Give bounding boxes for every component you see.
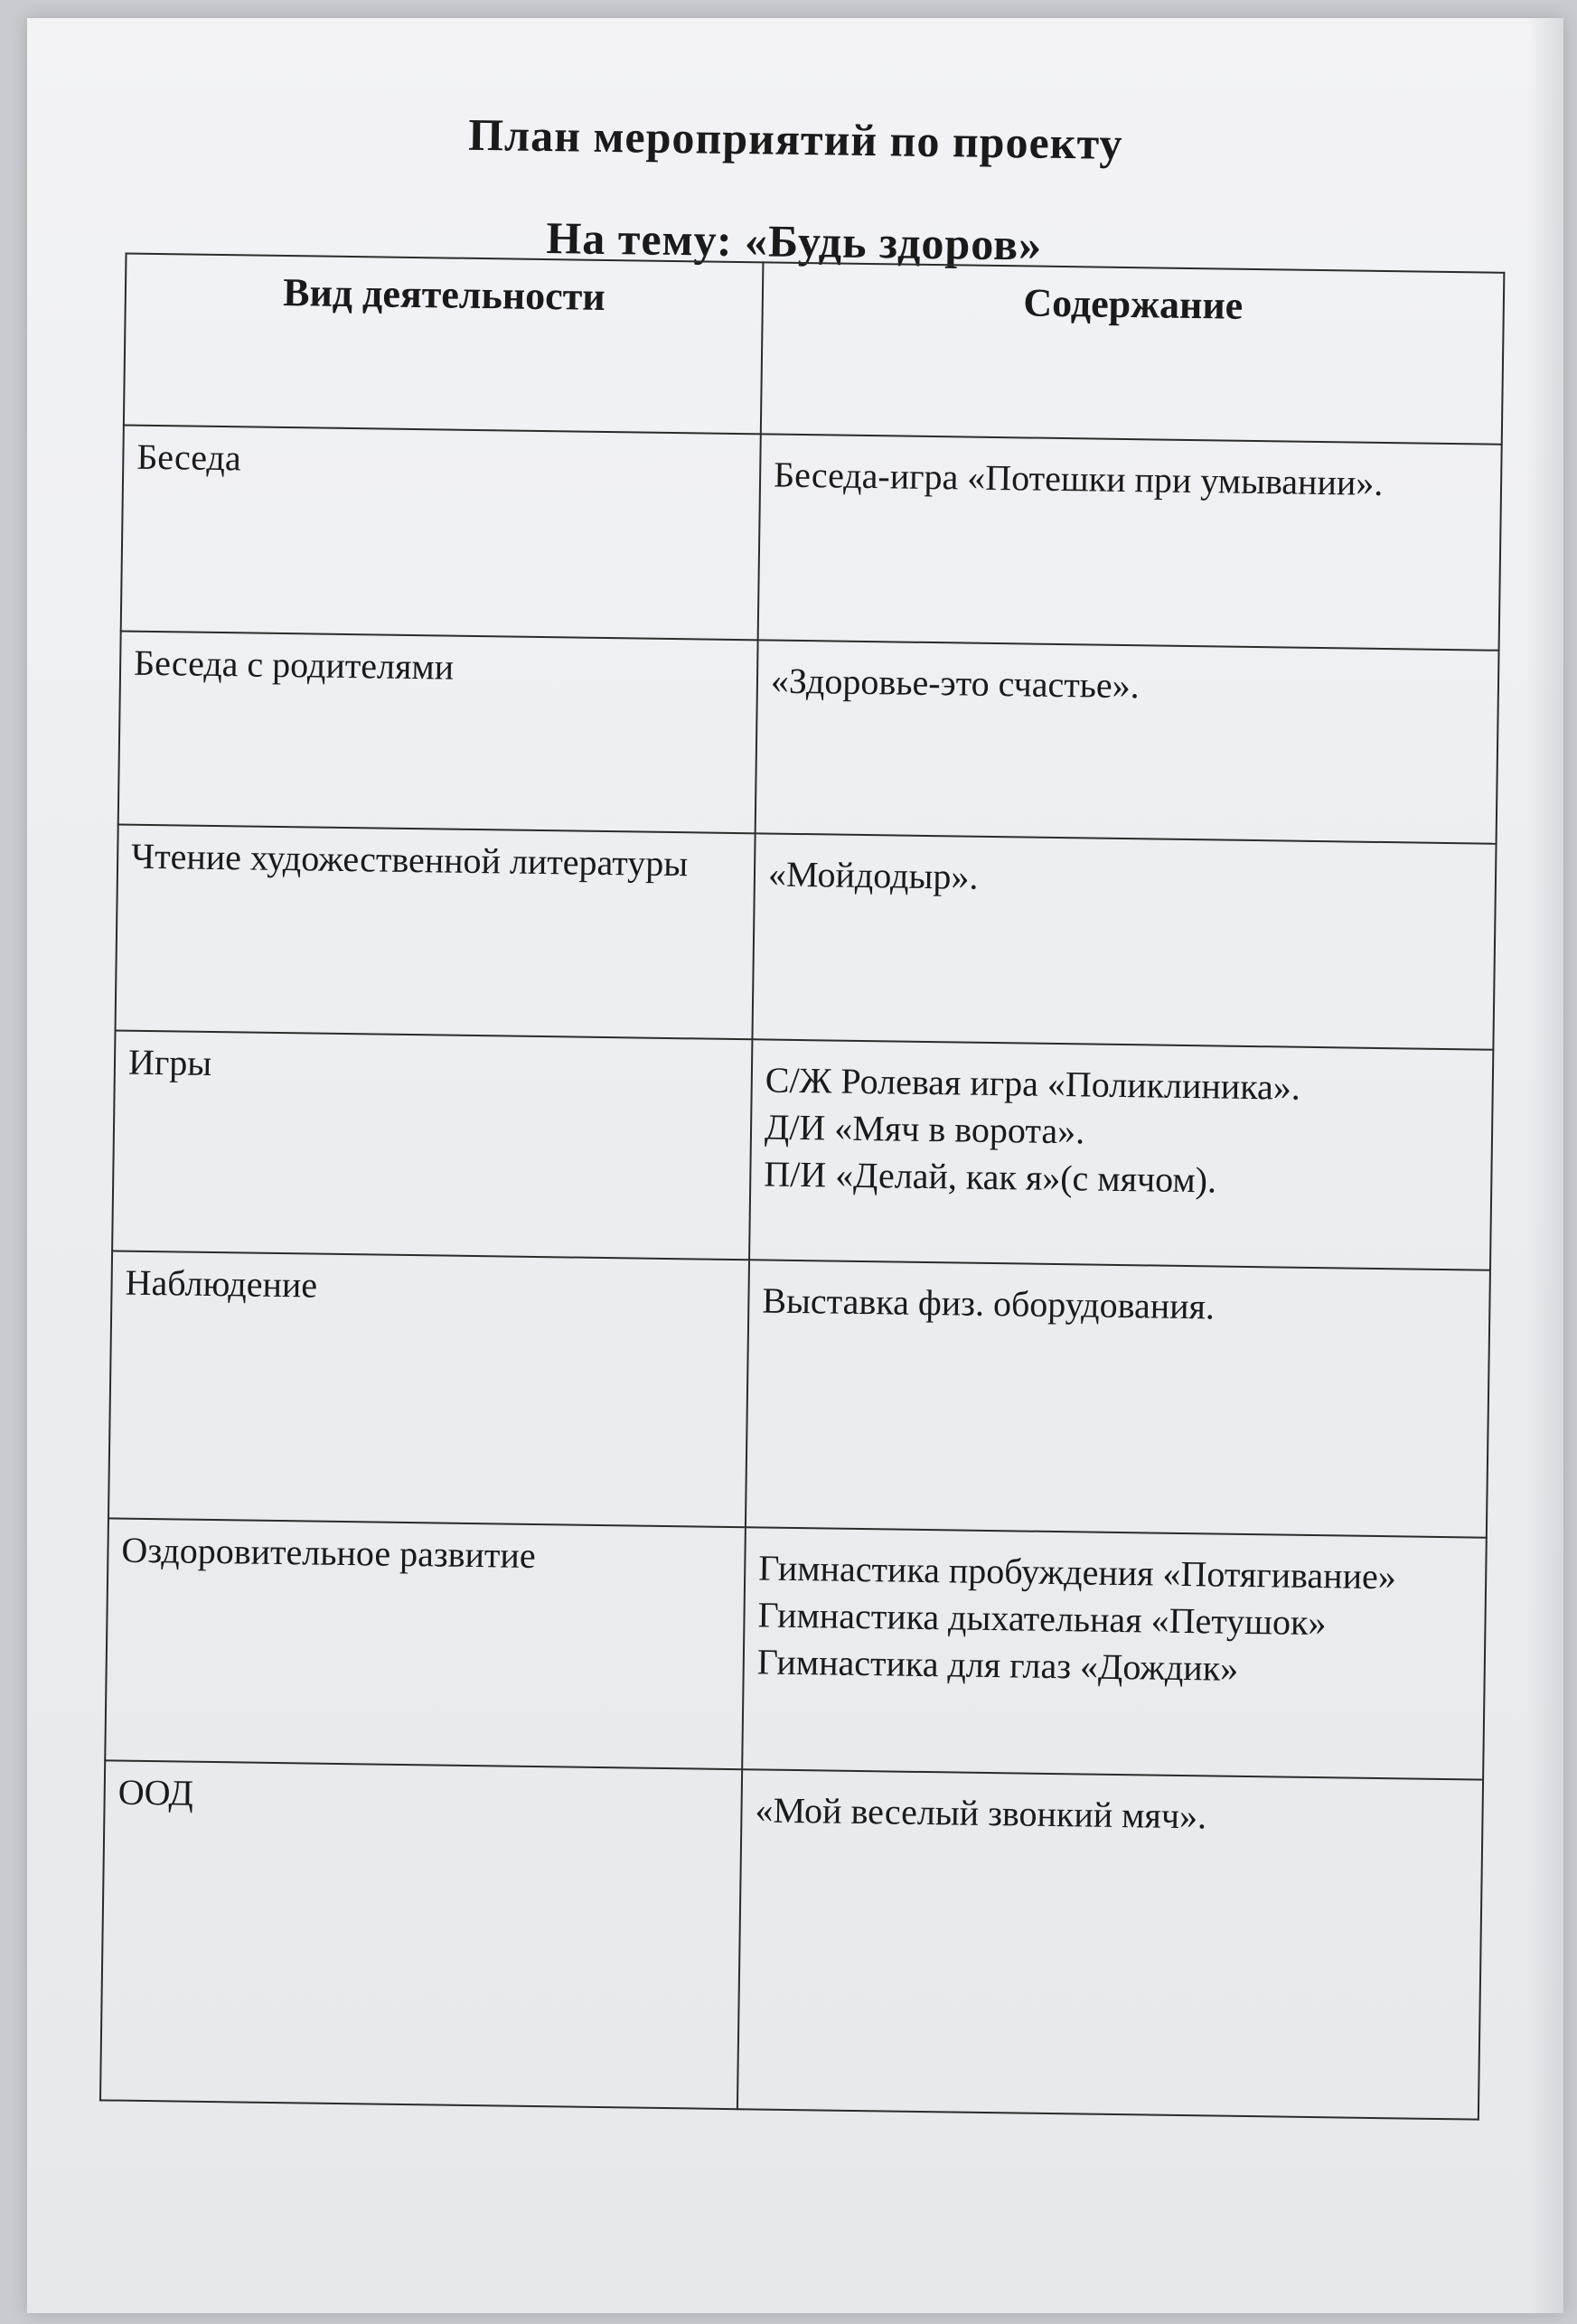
activity-cell: ООД <box>100 1760 742 2109</box>
content-line: «Здоровье-это счастье». <box>770 660 1141 707</box>
table-row <box>118 631 1499 843</box>
table-row <box>121 426 1502 651</box>
document-subtitle: На тему: «Будь здоров» <box>546 212 1043 270</box>
table-row <box>100 1760 1483 2119</box>
document-content <box>0 7 1565 2323</box>
content-cell <box>756 640 1499 843</box>
content-cell <box>742 1527 1487 1779</box>
activity-cell: Чтение художественной литературы <box>116 824 756 1039</box>
header-activity-type: Вид деятельности <box>124 254 764 435</box>
table-header-row <box>124 254 1505 445</box>
content-line: С/Ж Ролевая игра «Поликлиника». <box>765 1059 1301 1108</box>
content-cell <box>758 434 1502 650</box>
content-line: Гимнастика пробуждения «Потягивание» <box>757 1547 1397 1598</box>
table-row <box>116 824 1497 1049</box>
content-line: «Мой веселый звонкий мяч». <box>755 1789 1207 1837</box>
document-sheet <box>27 18 1563 2313</box>
content-cell <box>737 1769 1483 2119</box>
content-cell <box>749 1039 1493 1270</box>
content-line: Д/И «Мяч в ворота». <box>764 1106 1085 1152</box>
content-line: «Мойдодыр». <box>767 853 979 897</box>
content-cell <box>746 1260 1490 1537</box>
content-cell <box>752 833 1496 1049</box>
header-content: Содержание <box>761 262 1505 444</box>
content-line: Гимнастика дыхательная «Петушок» <box>757 1594 1327 1644</box>
table-row <box>108 1251 1490 1537</box>
table-row <box>105 1518 1487 1779</box>
table-row <box>112 1030 1493 1270</box>
activity-cell: Наблюдение <box>108 1251 749 1527</box>
activity-plan-table <box>99 253 1505 2121</box>
document-title: План мероприятий по проекту <box>467 108 1123 169</box>
content-line: Гимнастика для глаз «Дождик» <box>756 1641 1239 1689</box>
content-line: Беседа-игра «Потешки при умывании». <box>773 454 1384 503</box>
activity-cell: Беседа <box>121 426 761 641</box>
activity-cell: Игры <box>112 1030 752 1260</box>
activity-cell: Беседа с родителями <box>118 631 758 833</box>
content-line: Выставка физ. оборудования. <box>762 1279 1216 1327</box>
activity-cell: Оздоровительное развитие <box>105 1518 746 1769</box>
content-line: П/И «Делай, как я»(с мячом). <box>764 1153 1217 1201</box>
